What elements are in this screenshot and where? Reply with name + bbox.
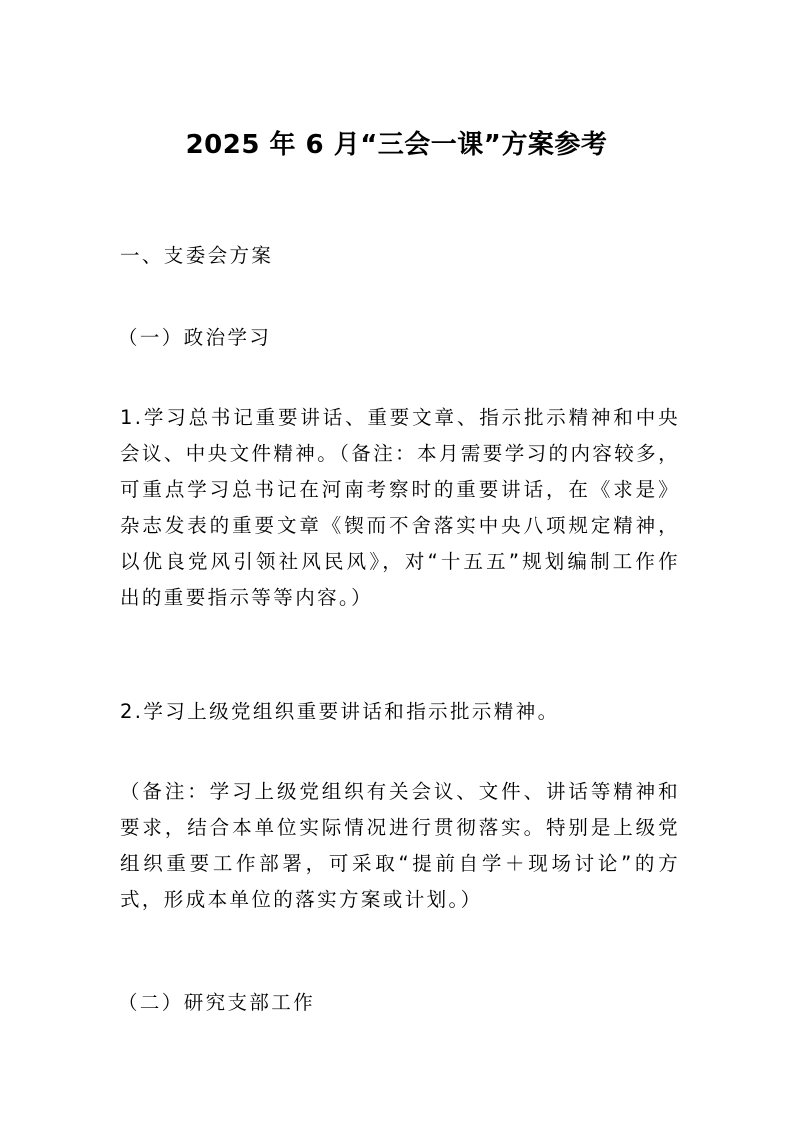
paragraph-remark-implementation: （备注：学习上级党组织有关会议、文件、讲话等精神和要求，结合本单位实际情况进行贯彻落实。特别是上级党组织重要工作部署，可采取“提前自学＋现场讨论”的方式，形成本单位的落实方案或计划。） — [120, 780, 680, 911]
document-title: 2025 年 6 月“三会一课”方案参考 — [185, 130, 608, 160]
subsection-heading-political-study: （一）政治学习 — [118, 326, 272, 349]
section-heading-branch-committee: 一、支委会方案 — [120, 244, 274, 267]
subsection-heading-branch-work: （二）研究支部工作 — [118, 991, 316, 1014]
paragraph-study-superior-spirit: 2.学习上级党组织重要讲话和指示批示精神。 — [120, 700, 560, 723]
paragraph-study-central-spirit: 1.学习总书记重要讲话、重要文章、指示批示精神和中央会议、中央文件精神。（备注：本月需要学习的内容较多，可重点学习总书记在河南考察时的重要讲话，在《求是》杂志发表的重要文章《锲而不舍落实中央八项规定精神，以优良党风引领社风民风》，对“十五五”规划编制工作作出的重要指示等等内容。） — [120, 406, 680, 609]
